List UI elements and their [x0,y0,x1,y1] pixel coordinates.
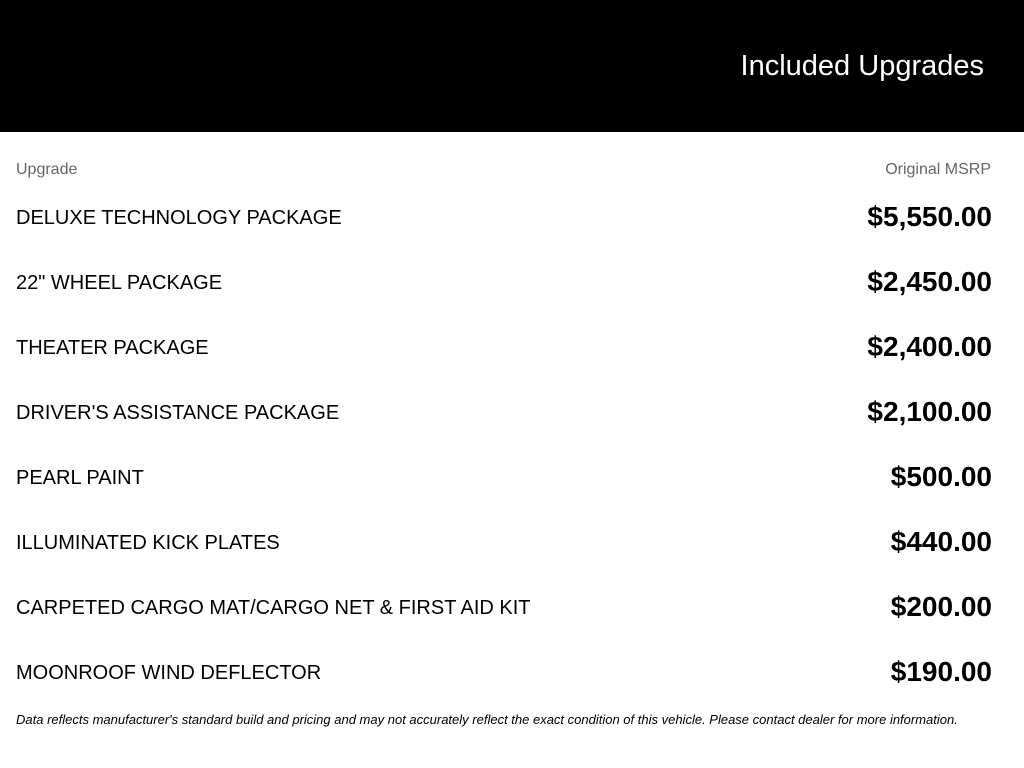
upgrade-row [16,326,992,391]
upgrade-price: $5,550.00 [867,201,992,232]
upgrade-name: THEATER PACKAGE [16,337,209,359]
upgrade-row [16,196,992,261]
upgrade-name: ILLUMINATED KICK PLATES [16,532,280,554]
upgrade-name: CARPETED CARGO MAT/CARGO NET & FIRST AID KIT [16,597,531,619]
upgrade-price: $2,400.00 [867,331,992,362]
upgrade-price: $440.00 [890,526,992,557]
upgrade-name: DRIVER'S ASSISTANCE PACKAGE [16,402,340,424]
upgrade-price: $2,450.00 [867,266,992,297]
msrp-column-header: Original MSRP [885,161,991,178]
table-header [16,160,991,180]
upgrade-row [16,651,992,716]
upgrade-name: 22" WHEEL PACKAGE [16,272,223,294]
upgrade-price: $2,100.00 [867,396,992,427]
upgrade-row [16,261,992,326]
upgrades-list [16,196,992,716]
upgrade-column-header: Upgrade [16,161,78,178]
disclaimer-text: Data reflects manufacturer's standard build and pricing and may not accurately reflect the exact condition of this vehicle. Please contact dealer for more information. [16,712,958,727]
upgrade-name: PEARL PAINT [16,467,144,489]
upgrade-price: $190.00 [890,656,992,687]
upgrade-row [16,391,992,456]
upgrade-price: $200.00 [890,591,992,622]
upgrade-row [16,521,992,586]
upgrade-price: $500.00 [890,461,992,492]
upgrade-name: MOONROOF WIND DEFLECTOR [16,662,322,684]
upgrade-row [16,586,992,651]
page-header [0,0,1024,132]
upgrade-name: DELUXE TECHNOLOGY PACKAGE [16,207,342,229]
page-title: Included Upgrades [740,50,984,82]
upgrade-row [16,456,992,521]
